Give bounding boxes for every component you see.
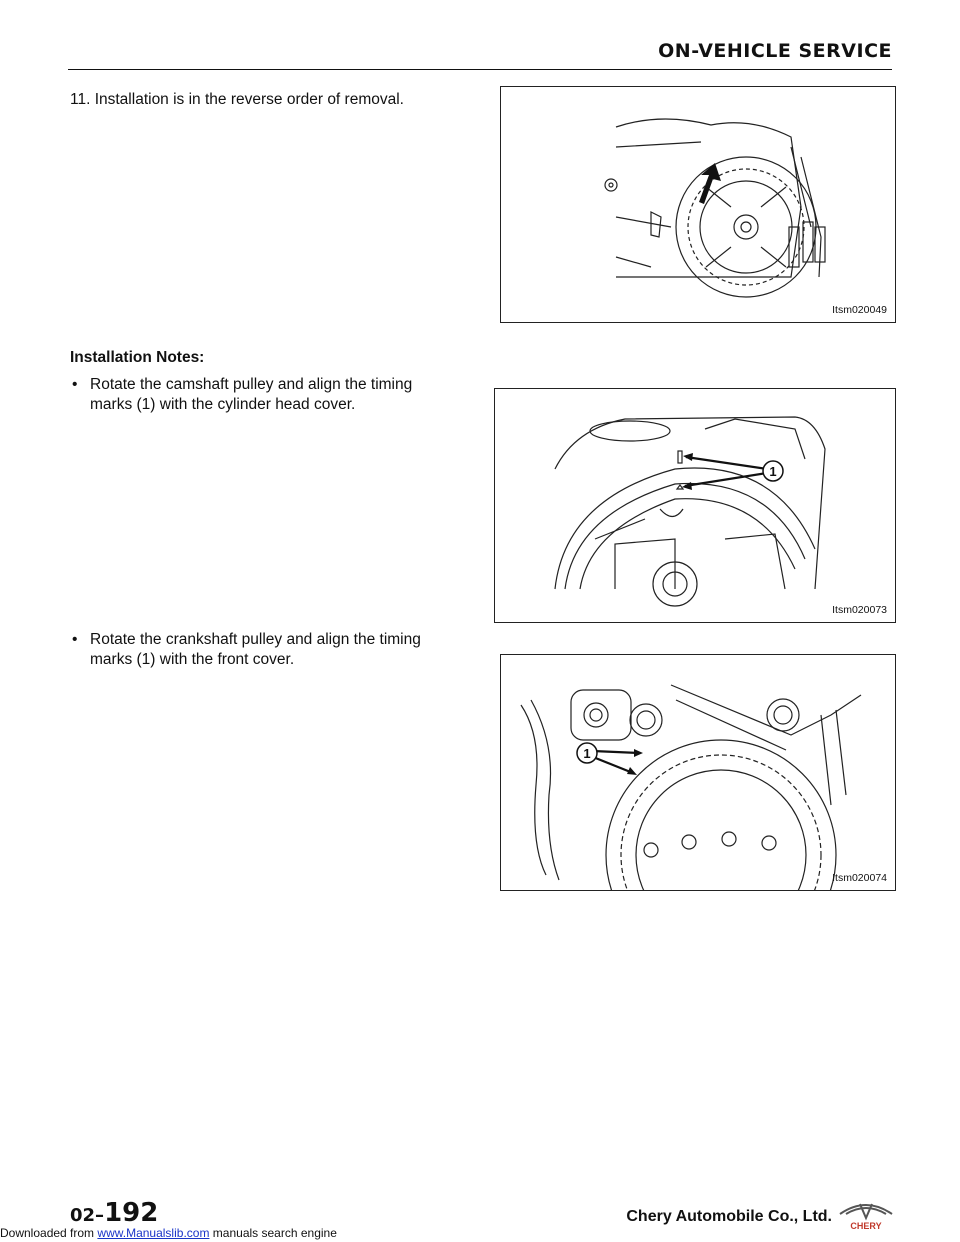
- figure-illustration: [495, 389, 895, 622]
- bullet-glyph: •: [72, 376, 78, 393]
- step-11-text: 11. Installation is in the reverse order of removal.: [70, 91, 404, 108]
- figure-camshaft-rotation: [500, 86, 896, 323]
- figure-crankshaft-timing-marks: [500, 654, 896, 891]
- note-text: Rotate the camshaft pulley and align the timing marks (1) with the cylinder head cover.: [90, 376, 413, 413]
- download-prefix: Downloaded from: [0, 1226, 95, 1240]
- figure-code: Itsm020049: [832, 304, 887, 316]
- company-name: Chery Automobile Co., Ltd.: [626, 1208, 832, 1225]
- figure-code: Itsm020073: [832, 604, 887, 616]
- callout-number: 1: [583, 746, 591, 761]
- callout-number: 1: [769, 464, 777, 479]
- header-rule: [68, 69, 892, 70]
- chery-logo-icon: [836, 1198, 896, 1232]
- download-suffix: manuals search engine: [212, 1226, 337, 1240]
- page-number-value: 192: [104, 1198, 159, 1228]
- figure-illustration: [501, 655, 895, 890]
- note-text: Rotate the crankshaft pulley and align the timing marks (1) with the front cover.: [90, 631, 421, 668]
- note-item-camshaft: [72, 375, 442, 415]
- page-header-title: ON-VEHICLE SERVICE: [658, 40, 892, 62]
- figure-illustration: [501, 87, 895, 322]
- figure-camshaft-timing-marks: [494, 388, 896, 623]
- page-number-prefix: 02–: [70, 1205, 105, 1226]
- bullet-glyph: •: [72, 631, 78, 648]
- note-item-crankshaft: [72, 630, 442, 670]
- logo-wordmark: CHERY: [850, 1221, 882, 1231]
- manualslib-link[interactable]: www.Manualslib.com: [97, 1226, 210, 1240]
- figure-code: Itsm020074: [832, 872, 887, 884]
- installation-notes-heading: Installation Notes:: [70, 349, 205, 366]
- page-number: [70, 1198, 158, 1228]
- download-footer: [0, 1226, 337, 1240]
